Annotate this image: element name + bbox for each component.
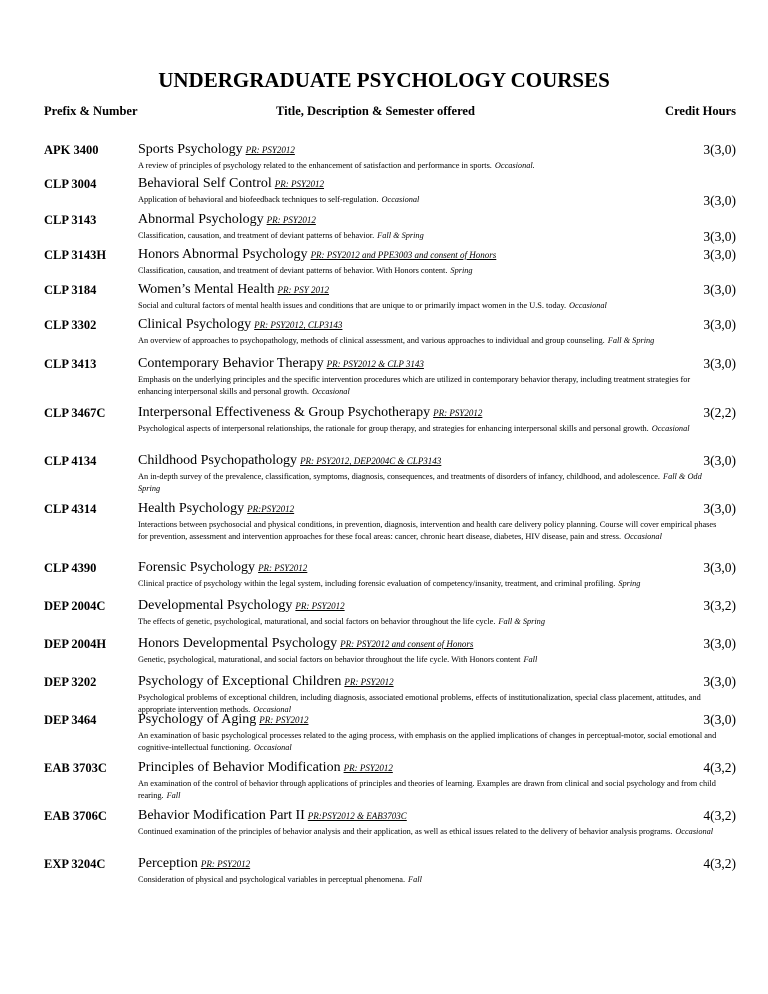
course-credit: 3(3,0)	[703, 501, 736, 516]
course-prereq: PR: PSY 2012	[277, 285, 330, 295]
course-term: Fall	[523, 655, 538, 664]
course-prereq: PR: PSY2012, CLP3143	[254, 320, 343, 330]
course-title: Psychology of Aging	[138, 712, 257, 727]
course-description-block	[138, 230, 718, 242]
course-number: CLP 3143H	[44, 248, 107, 262]
course-description: An in-depth survey of the prevalence, classification, symptoms, diagnosis, consequences, and treatments of disorders of infancy, childhood, and adolescence.	[138, 472, 661, 481]
course-description-block	[138, 730, 718, 754]
course-term: Fall	[166, 791, 181, 800]
course-description-block	[138, 778, 718, 802]
course-prereq: PR: PSY2012	[245, 145, 295, 155]
course-description: An overview of approaches to psychopathology, methods of clinical assessment, and various approaches to individual and group counseling.	[138, 336, 605, 345]
course-description: Psychological aspects of interpersonal relationships, the rationale for group therapy, and strategies for enhancing interpersonal skills and personal growth.	[138, 424, 649, 433]
course-description: An examination of basic psychological processes related to the aging process, with emphasis on the applied implications of changes in perceptual-motor, social emotional and cognitive-intellectual functioning.	[138, 731, 717, 752]
course-credit: 3(3,0)	[703, 674, 736, 689]
course-description: Clinical practice of psychology within the legal system, including forensic evaluation of competency/insanity, treatment, and criminal profiling.	[138, 579, 616, 588]
course-term: Occasional	[651, 424, 690, 433]
course-credit: 4(3,2)	[703, 760, 736, 775]
course-credit: 3(3,0)	[703, 356, 736, 371]
course-term: Fall & Spring	[607, 336, 655, 345]
course-description-block	[138, 160, 718, 172]
course-prereq: PR: PSY2012	[200, 859, 251, 869]
course-description: Psychological problems of exceptional children, including diagnosis, associated emotional problems, effects of institutionalization, special class placement, attitudes, and appropriate intervention methods.	[138, 693, 701, 714]
course-title: Childhood Psychopathology	[138, 453, 298, 468]
course-credit: 3(3,0)	[703, 317, 736, 332]
course-term: Occasional	[569, 301, 607, 310]
course-number: CLP 4314	[44, 502, 97, 516]
course-prereq: PR: PSY2012	[274, 179, 325, 189]
course-number: EXP 3204C	[44, 857, 106, 871]
course-description: Interactions between psychosocial and physical conditions, in prevention, diagnosis, intervention and health care delivery policy planning. Course will cover empirical phases for prevention, assessment and intervention approaches for these focal areas: cancer, chronic heart disease, diabetes, HIV disease, pain and stress.	[138, 520, 717, 541]
course-description: Emphasis on the underlying principles and the specific intervention procedures which are utilized in contemporary behavior therapy, including treatment strategies for enhancing interpersonal skills and personal growth.	[138, 375, 691, 396]
course-title-line	[138, 856, 250, 872]
course-credit: 4(3,2)	[703, 856, 736, 871]
course-credit: 3(3,0)	[703, 712, 736, 727]
course-number: APK 3400	[44, 143, 99, 157]
course-description: A review of principles of psychology related to the enhancement of satisfaction and performance in sports.	[138, 161, 492, 170]
course-title: Developmental Psychology	[138, 598, 293, 613]
course-title: Sports Psychology	[138, 142, 243, 157]
course-title: Behavioral Self Control	[138, 176, 272, 191]
course-title-line	[138, 212, 316, 228]
course-title: Behavior Modification Part II	[138, 808, 305, 823]
course-credit: 3(3,0)	[703, 142, 736, 157]
course-number: DEP 2004H	[44, 637, 107, 651]
course-description-block	[138, 374, 718, 398]
course-prereq: PR: PSY2012, DEP2004C & CLP3143	[300, 456, 442, 466]
course-number: DEP 3202	[44, 675, 97, 689]
course-title-line	[138, 598, 345, 614]
course-title: Health Psychology	[138, 501, 245, 516]
course-description: Classification, causation, and treatment of deviant patterns of behavior. With Honors content.	[138, 266, 448, 275]
course-description: Continued examination of the principles of behavior analysis and their application, as well as ethical issues related to the delivery of behavior analysis programs.	[138, 827, 673, 836]
course-term: Fall	[408, 875, 422, 884]
course-number: CLP 3184	[44, 283, 97, 297]
course-description-block	[138, 616, 718, 628]
course-description-block	[138, 654, 718, 666]
course-term: Spring	[618, 579, 641, 588]
course-title: Honors Developmental Psychology	[138, 636, 338, 651]
course-term: Occasional	[253, 705, 292, 714]
course-description-block	[138, 578, 718, 590]
course-number: CLP 3143	[44, 213, 97, 227]
course-number: DEP 2004C	[44, 599, 106, 613]
course-prereq: PR: PSY2012	[344, 677, 394, 687]
course-number: CLP 3004	[44, 177, 97, 191]
course-title: Principles of Behavior Modification	[138, 760, 341, 775]
course-description-block	[138, 519, 718, 543]
course-title: Perception	[138, 856, 198, 871]
course-credit: 3(3,2)	[703, 598, 736, 613]
course-term: Occasional	[311, 387, 350, 396]
course-term: Fall & Spring	[498, 617, 545, 626]
course-prereq: PR:PSY2012	[247, 504, 295, 514]
course-title: Abnormal Psychology	[138, 212, 264, 227]
course-description: The effects of genetic, psychological, maturational, and social factors on behavior throughout the life cycle.	[138, 617, 496, 626]
course-prereq: PR: PSY2012	[433, 408, 483, 418]
course-description-block	[138, 194, 718, 206]
course-number: CLP 4390	[44, 561, 97, 575]
course-title: Clinical Psychology	[138, 317, 252, 332]
course-prereq: PR: PSY2012 and PPE3003 and consent of Honors	[310, 250, 497, 260]
course-number: EAB 3703C	[44, 761, 107, 775]
course-description-block	[138, 300, 718, 312]
header-credit: Credit Hours	[665, 104, 736, 118]
course-credit: 3(3,0)	[703, 193, 736, 208]
course-description: Application of behavioral and biofeedback techniques to self-regulation.	[138, 195, 379, 204]
course-term: Occasional	[381, 195, 420, 204]
course-credit: 3(3,0)	[703, 453, 736, 468]
course-description-block	[138, 265, 718, 277]
course-prereq: PR: PSY2012 & CLP 3143	[326, 359, 424, 369]
course-title-line	[138, 405, 482, 421]
course-credit: 3(3,0)	[703, 560, 736, 575]
course-title-line	[138, 142, 295, 158]
course-title-line	[138, 501, 294, 517]
course-number: EAB 3706C	[44, 809, 107, 823]
course-title-line	[138, 453, 441, 469]
course-title-line	[138, 176, 324, 192]
course-title: Interpersonal Effectiveness & Group Psychotherapy	[138, 405, 431, 420]
course-title-line	[138, 282, 329, 298]
course-description: Genetic, psychological, maturational, and social factors on behavior throughout the life cycle. With Honors content	[138, 655, 521, 664]
course-description-block	[138, 874, 718, 886]
course-credit: 3(2,2)	[703, 405, 736, 420]
course-number: CLP 4134	[44, 454, 97, 468]
header-title: Title, Description & Semester offered	[276, 104, 475, 118]
header-prefix: Prefix & Number	[44, 104, 138, 118]
course-description: Social and cultural factors of mental health issues and conditions that are unique to or primarily impact women in the U.S. today.	[138, 301, 567, 310]
course-credit: 3(3,0)	[703, 229, 736, 244]
course-term: Occasional	[624, 532, 662, 541]
course-term: Occasional.	[494, 161, 535, 170]
page-title: UNDERGRADUATE PSYCHOLOGY COURSES	[158, 68, 610, 92]
course-number: DEP 3464	[44, 713, 97, 727]
course-title-line	[138, 760, 393, 776]
course-description-block	[138, 423, 718, 435]
course-credit: 4(3,2)	[703, 808, 736, 823]
course-prereq: PR:PSY2012 & EAB3703C	[307, 811, 407, 821]
course-title-line	[138, 560, 307, 576]
course-title-line	[138, 317, 342, 333]
course-term: Spring	[450, 266, 473, 275]
course-term: Occasional	[675, 827, 714, 836]
course-credit: 3(3,0)	[703, 247, 736, 262]
course-credit: 3(3,0)	[703, 282, 736, 297]
course-title: Forensic Psychology	[138, 560, 256, 575]
course-number: CLP 3467C	[44, 406, 106, 420]
course-term: Fall & Spring	[377, 231, 424, 240]
course-description-block	[138, 826, 718, 838]
course-title: Contemporary Behavior Therapy	[138, 356, 324, 371]
course-prereq: PR: PSY2012	[266, 215, 316, 225]
course-number: CLP 3302	[44, 318, 97, 332]
course-description-block	[138, 335, 718, 347]
course-description: Consideration of physical and psychological variables in perceptual phenomena.	[138, 875, 406, 884]
course-description: Classification, causation, and treatment of deviant patterns of behavior.	[138, 231, 375, 240]
course-title-line	[138, 356, 424, 372]
course-title: Honors Abnormal Psychology	[138, 247, 308, 262]
course-title-line	[138, 636, 473, 652]
course-credit: 3(3,0)	[703, 636, 736, 651]
course-prereq: PR: PSY2012	[259, 715, 309, 725]
course-description-block	[138, 471, 718, 495]
course-description: An examination of the control of behavior through applications of principles and theories of learning. Examples are drawn from clinical and social psychology and from child rearing.	[138, 779, 716, 800]
course-title-line	[138, 247, 496, 263]
course-term: Occasional	[253, 743, 292, 752]
course-title-line	[138, 712, 308, 728]
course-prereq: PR: PSY2012	[343, 763, 393, 773]
course-prereq: PR: PSY2012 and consent of Honors	[340, 639, 474, 649]
course-number: CLP 3413	[44, 357, 97, 371]
course-title-line	[138, 808, 407, 824]
course-title: Women’s Mental Health	[138, 282, 275, 297]
course-prereq: PR: PSY2012	[258, 563, 308, 573]
course-title-line	[138, 674, 394, 690]
course-prereq: PR: PSY2012	[295, 601, 345, 611]
course-title: Psychology of Exceptional Children	[138, 674, 342, 689]
course-term: Fall & Odd Spring	[138, 472, 702, 493]
